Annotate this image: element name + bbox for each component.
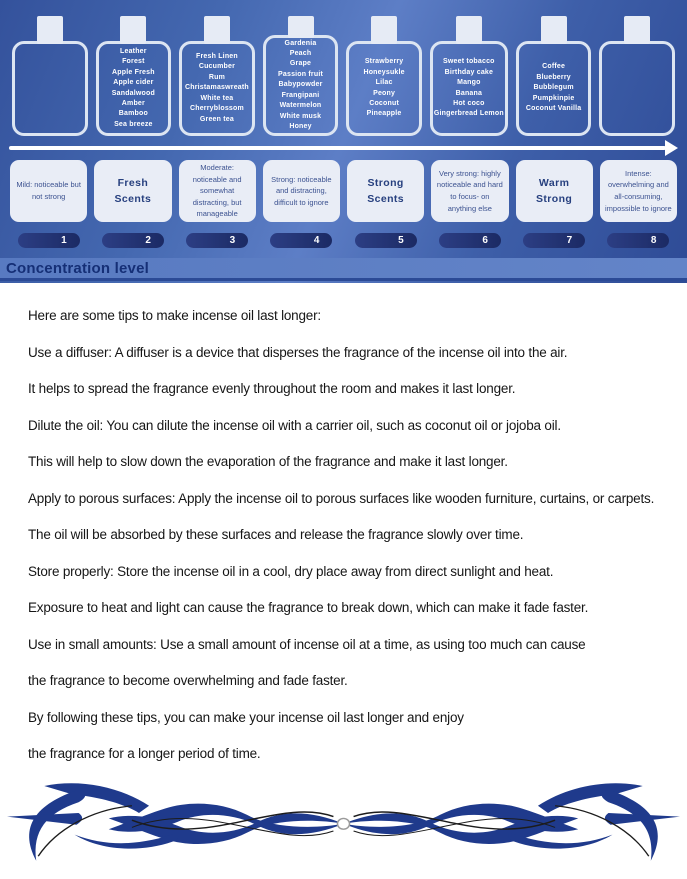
scent-label: Bubblegum	[533, 84, 574, 92]
level-card-label: Very strong: highly noticeable and hard to focus- on anything else	[436, 168, 503, 213]
tips-section	[0, 283, 687, 761]
level-card	[10, 160, 87, 222]
scent-label: Peach	[289, 50, 312, 58]
level-pill-wrap	[516, 233, 593, 248]
level-pill-wrap	[347, 233, 424, 248]
bottle-cap-icon	[541, 16, 567, 44]
scent-label: Rum	[208, 73, 226, 81]
arrow-head-icon	[665, 140, 678, 156]
scent-label: Sandalwood	[111, 89, 155, 97]
level-card-label: Moderate: noticeable and somewhat distracting, but manageable	[192, 162, 242, 219]
scent-label: Babypowder	[278, 81, 323, 89]
tip-line: Dilute the oil: You can dilute the incense oil with a carrier oil, such as coconut oil or jojoba oil.	[28, 417, 561, 433]
bottle-cap-icon	[371, 16, 397, 44]
scale-arrow	[9, 136, 678, 160]
scent-label: Coffee	[542, 63, 566, 71]
level-card-label: Strong Scents	[367, 176, 405, 205]
bottle-body	[346, 41, 422, 136]
level-card	[600, 160, 677, 222]
scent-bottle	[96, 16, 172, 136]
scent-label: Pumpkinpie	[532, 94, 575, 102]
level-number-pill: 6	[439, 233, 501, 248]
scent-label: Cucumber	[198, 63, 236, 71]
bottle-body	[599, 41, 675, 136]
scent-label: Passion fruit	[278, 70, 324, 78]
bottle-body	[179, 41, 255, 136]
bottle-body	[263, 35, 339, 136]
scent-bottle	[599, 16, 675, 136]
scent-bottle	[12, 16, 88, 136]
scent-label: Forest	[122, 58, 145, 66]
tip-line: Use a diffuser: A diffuser is a device that disperses the fragrance of the incense oil into the air.	[28, 344, 568, 360]
level-card	[179, 160, 256, 222]
tip-line: Apply to porous surfaces: Apply the incense oil to porous surfaces like wooden furniture, curtains, or carpets.	[28, 490, 655, 506]
scent-label: Lilac	[375, 79, 393, 87]
scent-label: Mango	[457, 79, 481, 87]
tip-line: By following these tips, you can make your incense oil last longer and enjoy	[28, 709, 464, 725]
tip-line: the fragrance for a longer period of time.	[28, 746, 261, 761]
level-cards-row	[0, 160, 687, 222]
tip-line: Store properly: Store the incense oil in a cool, dry place away from direct sunlight and heat.	[28, 563, 554, 579]
bottle-body	[12, 41, 88, 136]
level-pill-wrap	[431, 233, 508, 248]
scent-label: Sweet tobacco	[443, 58, 495, 66]
level-number-pill: 2	[102, 233, 164, 248]
concentration-band	[0, 258, 687, 281]
scent-label: Gardenia	[284, 39, 317, 47]
scent-label: Hot coco	[453, 99, 485, 107]
scent-label: Sea breeze	[114, 120, 153, 128]
scent-bottle	[263, 16, 339, 136]
scent-label: Bamboo	[118, 110, 148, 118]
scent-label: Honeysukle	[363, 68, 405, 76]
level-number-pill: 4	[270, 233, 332, 248]
level-pill-wrap	[179, 233, 256, 248]
level-card	[347, 160, 424, 222]
level-card	[263, 160, 340, 222]
tip-line: Exposure to heat and light can cause the fragrance to break down, which can make it fade faster.	[28, 600, 589, 615]
bottle-cap-icon	[456, 16, 482, 44]
level-card	[94, 160, 171, 222]
level-number-pill: 1	[18, 233, 80, 248]
scent-bottle	[430, 16, 508, 136]
level-number-pill: 3	[186, 233, 248, 248]
tribal-flourish-icon	[6, 777, 681, 867]
concentration-caption: Concentration level	[6, 259, 149, 277]
scent-label: Peony	[373, 89, 396, 97]
scent-label: Leather	[120, 47, 147, 55]
scent-label: Blueberry	[536, 73, 571, 81]
level-card-label: Mild: noticeable but not strong	[16, 180, 81, 201]
level-pill-wrap	[94, 233, 171, 248]
level-number-pill: 5	[355, 233, 417, 248]
scent-label: Banana	[455, 89, 483, 97]
scent-bottle	[179, 16, 255, 136]
bottle-body	[430, 41, 508, 136]
scent-label: White tea	[200, 94, 234, 102]
bottle-cap-icon	[204, 16, 230, 44]
level-pill-wrap	[600, 233, 677, 248]
arrow-line	[9, 146, 666, 150]
scent-label: Cherryblossom	[189, 105, 244, 113]
level-number-pill: 8	[607, 233, 669, 248]
scent-scale-header	[0, 0, 687, 283]
scent-label: Frangipani	[281, 91, 320, 99]
bottle-cap-icon	[288, 16, 314, 38]
level-card-label: Strong: noticeable and distracting, difficult to ignore	[271, 174, 332, 207]
tip-line: This will help to slow down the evaporation of the fragrance and make it last longer.	[28, 454, 508, 469]
scent-label: Amber	[121, 99, 145, 107]
scent-label: Coconut Vanilla	[525, 105, 582, 113]
scent-label: Apple cider	[113, 79, 154, 87]
scent-label: Strawberry	[364, 58, 404, 66]
scent-label: Coconut	[369, 99, 399, 107]
scent-label: White musk	[279, 112, 322, 120]
tip-line: Use in small amounts: Use a small amount of incense oil at a time, as using too much can cause	[28, 636, 586, 652]
level-card-label: Fresh Scents	[114, 176, 152, 205]
scent-label: Gingerbread Lemon	[433, 110, 504, 118]
bottle-cap-icon	[624, 16, 650, 44]
bottle-cap-icon	[37, 16, 63, 44]
level-number-pill: 7	[523, 233, 585, 248]
level-card-label: Intense: overwhelming and all-consuming, impossible to ignore	[605, 168, 672, 213]
bottle-body	[516, 41, 592, 136]
bottle-body	[96, 41, 172, 136]
scent-bottle	[516, 16, 592, 136]
scent-label: Watermelon	[279, 102, 322, 110]
scent-label: Honey	[289, 122, 312, 130]
tip-line: Here are some tips to make incense oil last longer:	[28, 308, 321, 323]
bottles-row	[0, 0, 687, 136]
scent-label: Green tea	[199, 115, 234, 123]
level-pills-row	[0, 222, 687, 248]
tip-line: the fragrance to become overwhelming and fade faster.	[28, 673, 348, 688]
level-card	[516, 160, 593, 222]
scent-label: Apple Fresh	[112, 68, 155, 76]
level-card-label: Warm Strong	[536, 176, 573, 205]
scent-label: Christamaswreath	[185, 84, 249, 92]
bottle-cap-icon	[120, 16, 146, 44]
level-card	[431, 160, 508, 222]
tip-line: It helps to spread the fragrance evenly throughout the room and makes it last longer.	[28, 381, 516, 396]
scent-label: Pineapple	[366, 110, 402, 118]
level-pill-wrap	[10, 233, 87, 248]
scent-label: Birthday cake	[444, 68, 494, 76]
scent-label: Grape	[289, 60, 312, 68]
scent-label: Fresh Linen	[196, 53, 238, 61]
tip-line: The oil will be absorbed by these surfaces and release the fragrance slowly over time.	[28, 527, 524, 542]
level-pill-wrap	[263, 233, 340, 248]
scent-bottle	[346, 16, 422, 136]
